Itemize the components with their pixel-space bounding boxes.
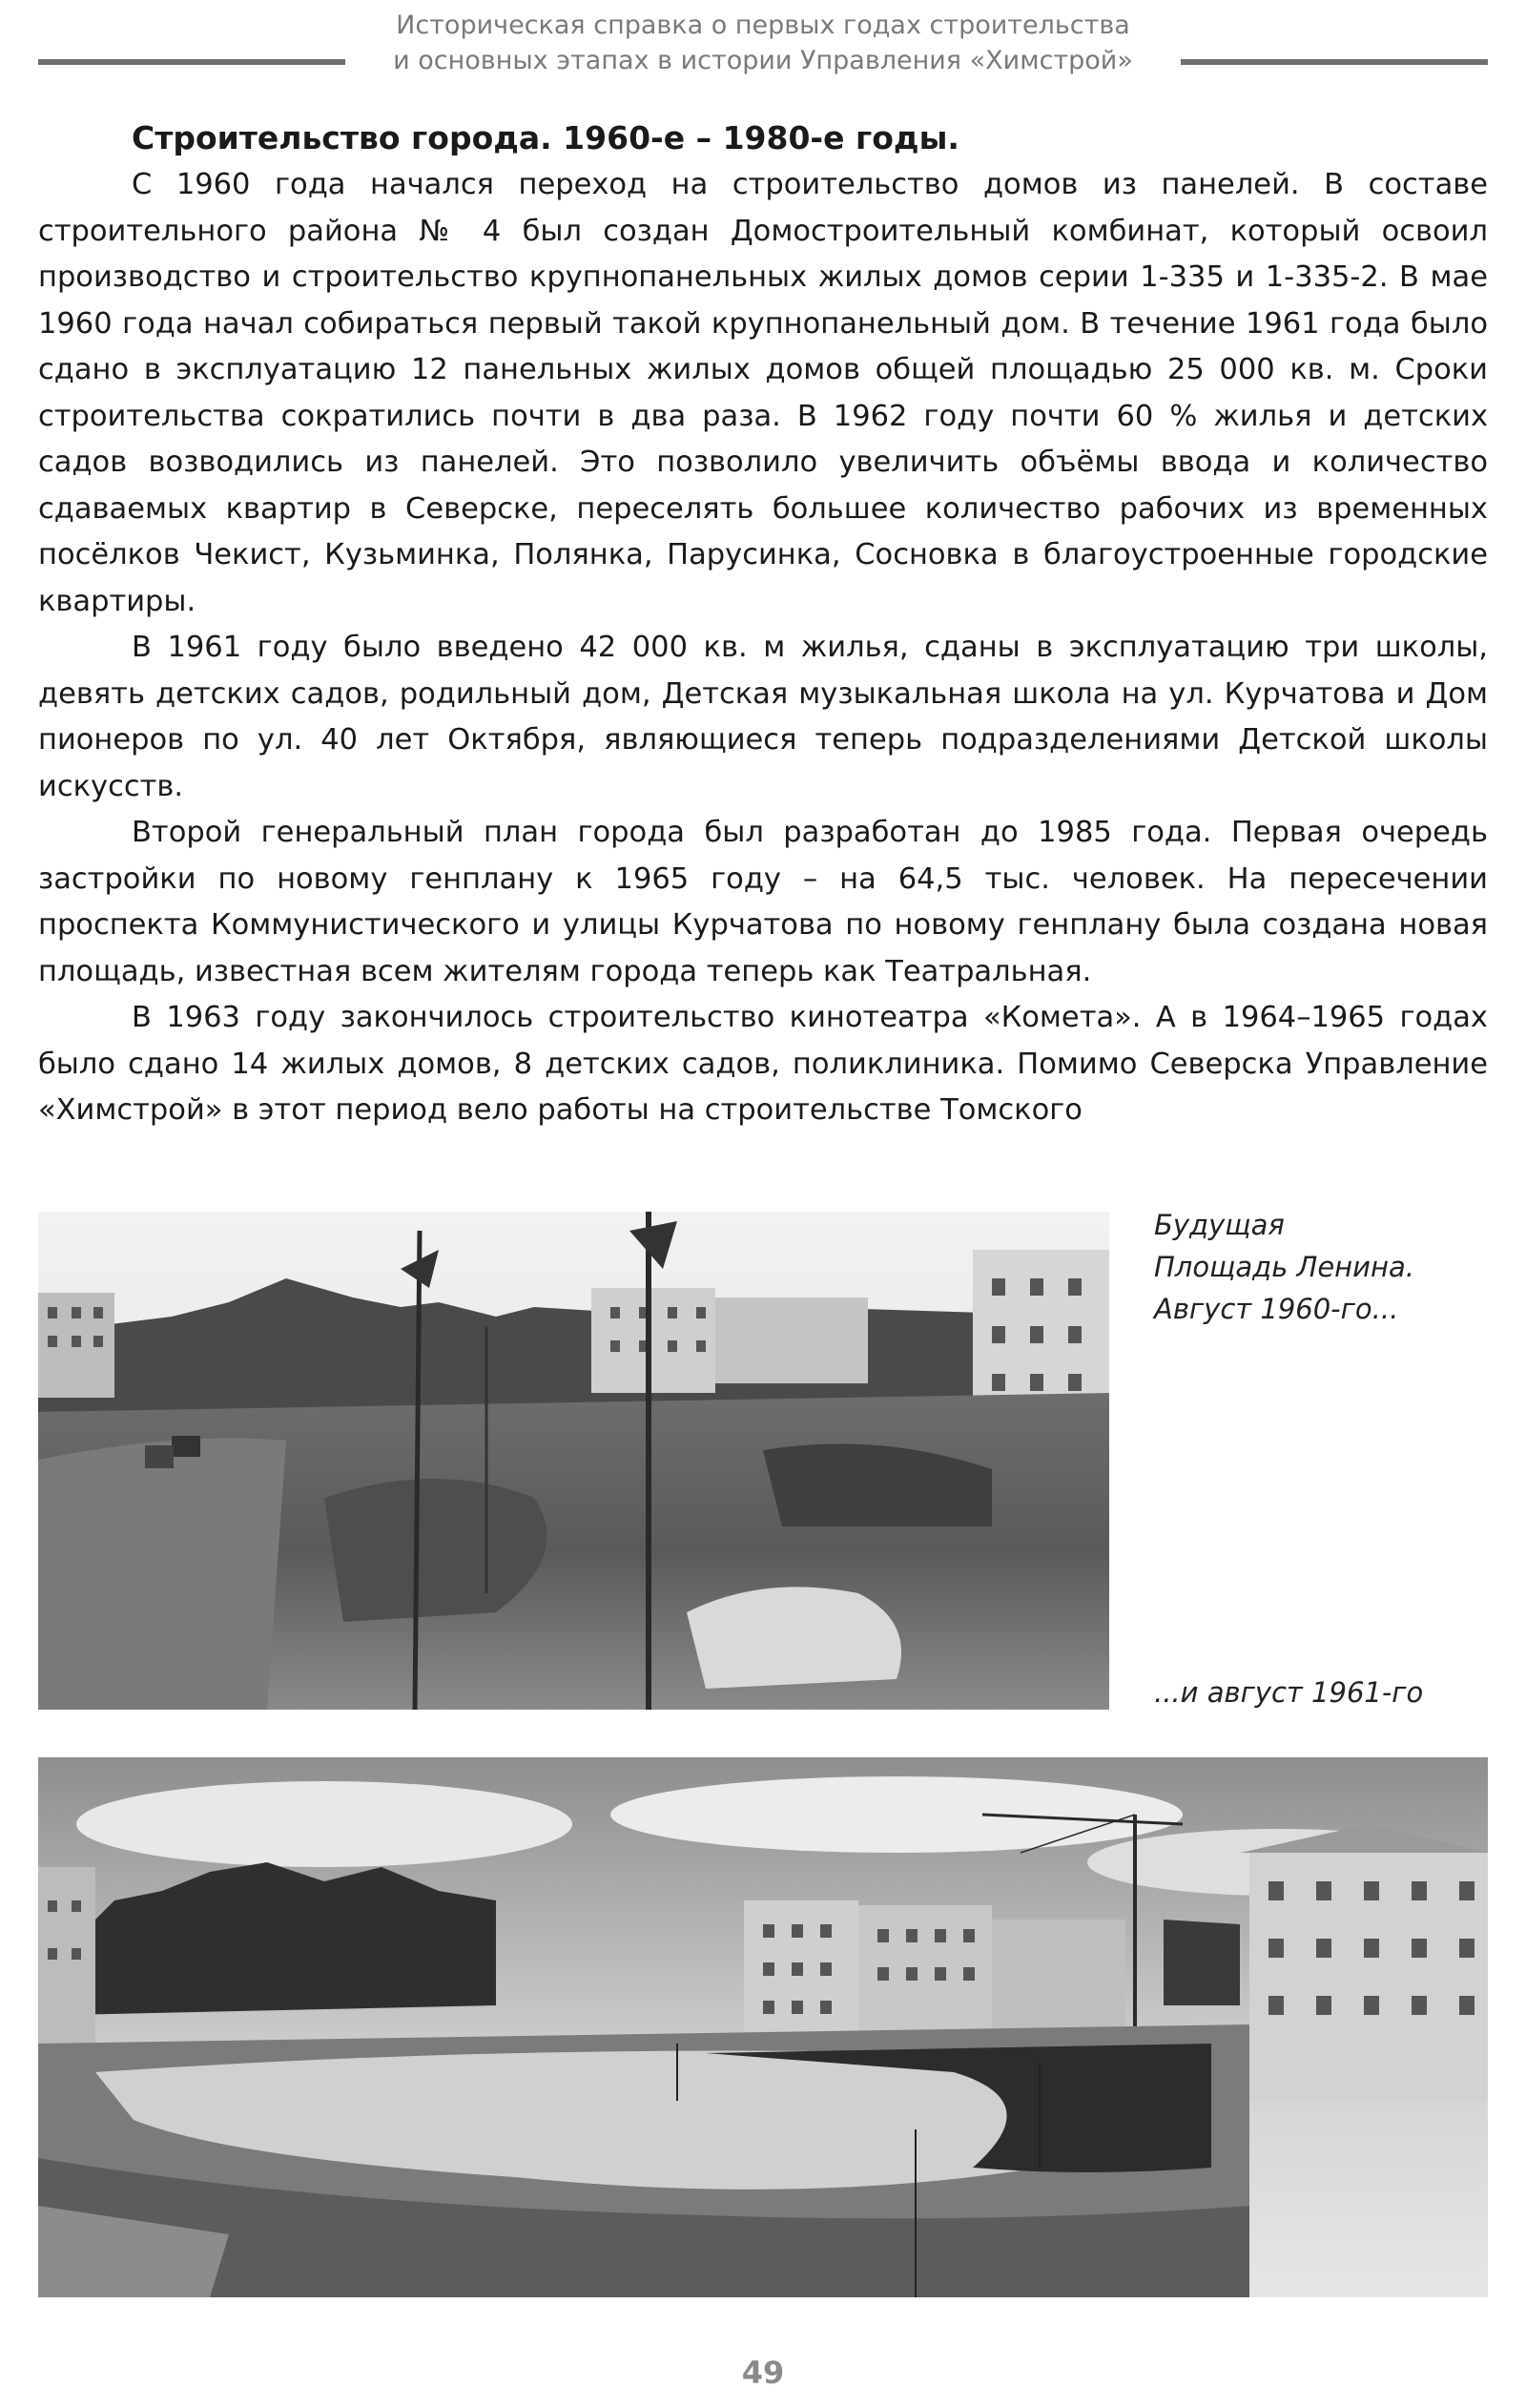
running-header xyxy=(0,0,1526,86)
caption-photo-2: ...и август 1961-го xyxy=(1154,1676,1424,1709)
article-body xyxy=(38,114,1488,1134)
caption-photo-1 xyxy=(1154,1204,1478,1330)
caption-1-line1: Будущая xyxy=(1154,1209,1285,1241)
photo-square-1961-panorama xyxy=(38,1757,1488,2297)
paragraph-1: С 1960 года начался переход на строительство домов из панелей. В составе строительного района № 4 был создан Домостроительный комбинат, который освоил производство и строительство крупнопанельных жилых домов серии 1-335 и 1-335-2. В мае 1960 года начал собираться первый такой крупнопанельный дом. В течение 1961 года было сдано в эксплуатацию 12 панельных жилых домов общей площадью 25 000 кв. м. Сроки строительства сократились почти в два раза. В 1962 году почти 60 % жилья и детских садов возводились из панелей. Это позволило увеличить объёмы ввода и количество сдаваемых квартир в Северске, переселять большее количество рабочих из временных посёлков Чекист, Кузьминка, Полянка, Парусинка, Сосновка в благоустроенные городские квартиры. xyxy=(38,168,1488,618)
header-title-line1: Историческая справка о первых годах строительства xyxy=(396,10,1130,40)
page-number: 49 xyxy=(741,2355,785,2391)
header-title xyxy=(355,8,1171,78)
caption-1-line3: Август 1960-го... xyxy=(1154,1293,1399,1325)
paragraph-4: В 1963 году закончилось строительство кинотеатра «Комета». А в 1964–1965 годах было сдано 14 жилых домов, 8 детских садов, поликлиника. Помимо Северска Управление «Химстрой» в этот период вело работы на строительстве Томского xyxy=(38,1001,1488,1127)
paragraph-3: Второй генеральный план города был разработан до 1985 года. Первая очередь застройки по новому генплану к 1965 году – на 64,5 тыс. человек. На пересечении проспекта Коммунистического и улицы Курчатова по новому генплану была создана новая площадь, известная всем жителям города теперь как Театральная. xyxy=(38,816,1488,988)
header-rule-right xyxy=(1181,59,1488,65)
header-title-line2: и основных этапах в истории Управления «Химстрой» xyxy=(393,46,1133,75)
photo-square-1960 xyxy=(38,1212,1109,1710)
paragraph-2: В 1961 году было введено 42 000 кв. м жилья, сданы в эксплуатацию три школы, девять детских садов, родильный дом, Детская музыкальная школа на ул. Курчатова и Дом пионеров по ул. 40 лет Октября, являющиеся теперь подразделениями Детской школы искусств. xyxy=(38,631,1488,803)
section-title: Строительство города. 1960-е – 1980-е годы. xyxy=(132,119,959,156)
header-rule-left xyxy=(38,59,345,65)
caption-1-line2: Площадь Ленина. xyxy=(1154,1251,1414,1283)
